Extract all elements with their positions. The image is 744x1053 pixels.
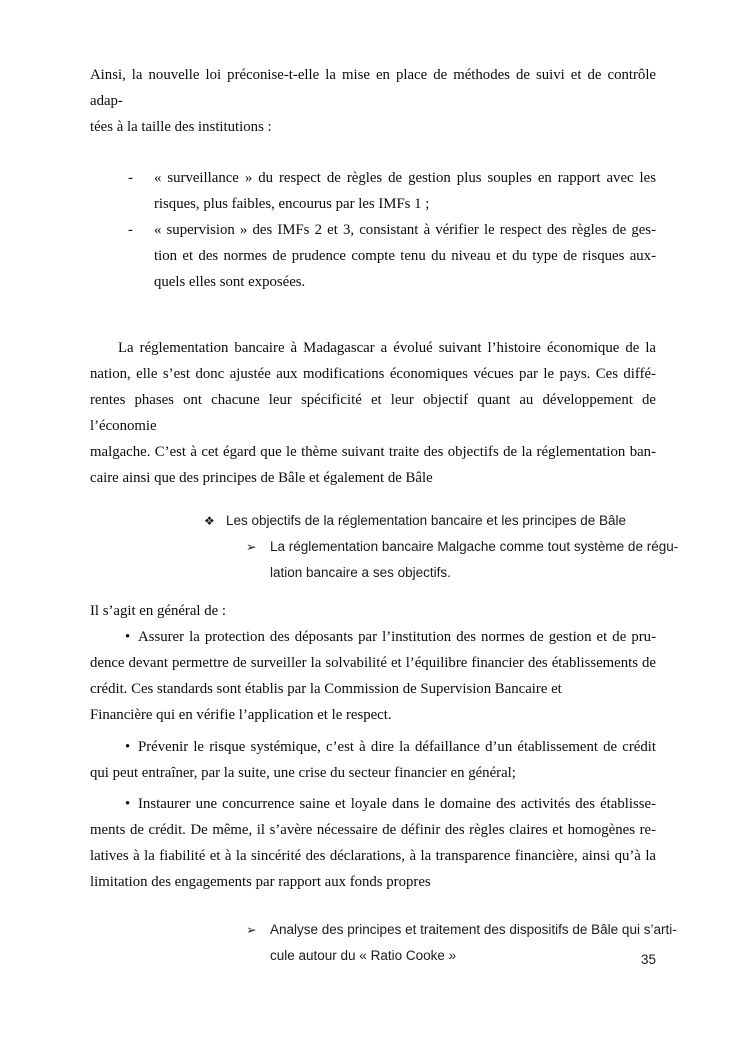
text-line: nation, elle s’est donc ajustée aux modifications économiques vécues par le pays. Ces diffé- — [90, 366, 656, 382]
bullet-line: Financière qui en vérifie l’application et le respect. — [90, 707, 392, 723]
bullet-line — [90, 791, 656, 817]
bullet-line: dence devant permettre de surveiller la solvabilité et l’équilibre financier des établissements de — [90, 655, 656, 671]
bullet-paragraph-prevenir — [90, 734, 656, 786]
bullet-paragraph-instaurer — [90, 791, 656, 895]
list-item-line: risques, plus faibles, encourus par les IMFs 1 ; — [154, 196, 430, 212]
list-item-text: « supervision » des IMFs 2 et 3, consistant à vérifier le respect des règles de ges- — [154, 222, 656, 238]
dot-bullet-icon: • — [125, 629, 131, 645]
list-item-line: quels elles sont exposées. — [154, 274, 306, 290]
paragraph-ilsagit — [90, 598, 656, 624]
dash-bullet-icon: - — [128, 170, 133, 186]
text-line: Ainsi, la nouvelle loi préconise-t-elle la mise en place de méthodes de suivi et de contrôle adap- — [90, 67, 656, 109]
page-number: 35 — [640, 952, 656, 967]
list-item-surveillance — [90, 165, 656, 217]
outline-item-line — [90, 917, 677, 943]
bullet-paragraph-assurer — [90, 624, 656, 728]
bullet-line: crédit. Ces standards sont établis par la Commission de Supervision Bancaire et — [90, 681, 562, 697]
bullet-line: limitation des engagements par rapport aux fonds propres — [90, 874, 431, 890]
dot-bullet-icon: • — [125, 796, 131, 812]
list-item-text: « surveillance » du respect de règles de gestion plus souples en rapport avec les — [154, 170, 656, 186]
text-line: tées à la taille des institutions : — [90, 119, 272, 135]
list-item-line — [90, 165, 656, 191]
bullet-line: latives à la fiabilité et à la sincérité des déclarations, à la transparence financière, ainsi qu’à la — [90, 848, 656, 864]
list-item-supervision — [90, 217, 656, 295]
outline-item-objectifs-title — [90, 508, 656, 534]
paragraph-intro — [90, 62, 656, 140]
bullet-line — [90, 734, 656, 760]
text-line: caire ainsi que des principes de Bâle et également de Bâle — [90, 470, 433, 486]
paragraph-regulation — [90, 335, 656, 491]
dot-bullet-icon: • — [125, 739, 131, 755]
text-line: malgache. C’est à cet égard que le thème suivant traite des objectifs de la réglementation ban- — [90, 444, 656, 460]
outline-item-line: cule autour du « Ratio Cooke » — [270, 948, 457, 963]
outline-item-objectifs-sub — [90, 534, 679, 586]
outline-item-line: lation bancaire a ses objectifs. — [270, 565, 451, 580]
outline-item-analyse — [90, 917, 677, 969]
bullet-line — [90, 624, 656, 650]
outline-item-text: La réglementation bancaire Malgache comme tout système de régu- — [270, 539, 679, 554]
arrow-bullet-icon: ➢ — [246, 540, 257, 554]
dash-list — [90, 165, 656, 295]
outline-item-text: Les objectifs de la réglementation bancaire et les principes de Bâle — [226, 513, 626, 528]
list-item-line — [90, 217, 656, 243]
page-body — [90, 62, 679, 969]
dash-bullet-icon: - — [128, 222, 133, 238]
outline-item-line — [90, 534, 679, 560]
arrow-bullet-icon: ➢ — [246, 923, 257, 937]
bullet-line: ments de crédit. De même, il s’avère nécessaire de définir des règles claires et homogènes re- — [90, 822, 656, 838]
text-line: Il s’agit en général de : — [90, 603, 226, 619]
bullet-text: Instaurer une concurrence saine et loyale dans le domaine des activités des établisse- — [138, 796, 656, 812]
bullet-line: qui peut entraîner, par la suite, une crise du secteur financier en général; — [90, 765, 516, 781]
outline-item-text: Analyse des principes et traitement des dispositifs de Bâle qui s’arti- — [270, 922, 677, 937]
diamond-bullet-icon: ❖ — [204, 514, 215, 528]
bullet-text: Prévenir le risque systémique, c’est à dire la défaillance d’un établissement de crédit — [138, 739, 656, 755]
outline-item-line — [90, 508, 656, 534]
text-line: La réglementation bancaire à Madagascar a évolué suivant l’histoire économique de la — [118, 340, 656, 356]
text-line: rentes phases ont chacune leur spécificité et leur objectif quant au développement de l’économie — [90, 392, 656, 434]
bullet-text: Assurer la protection des déposants par l’institution des normes de gestion et de pru- — [138, 629, 656, 645]
list-item-line: tion et des normes de prudence compte tenu du niveau et du type de risques aux- — [154, 248, 656, 264]
